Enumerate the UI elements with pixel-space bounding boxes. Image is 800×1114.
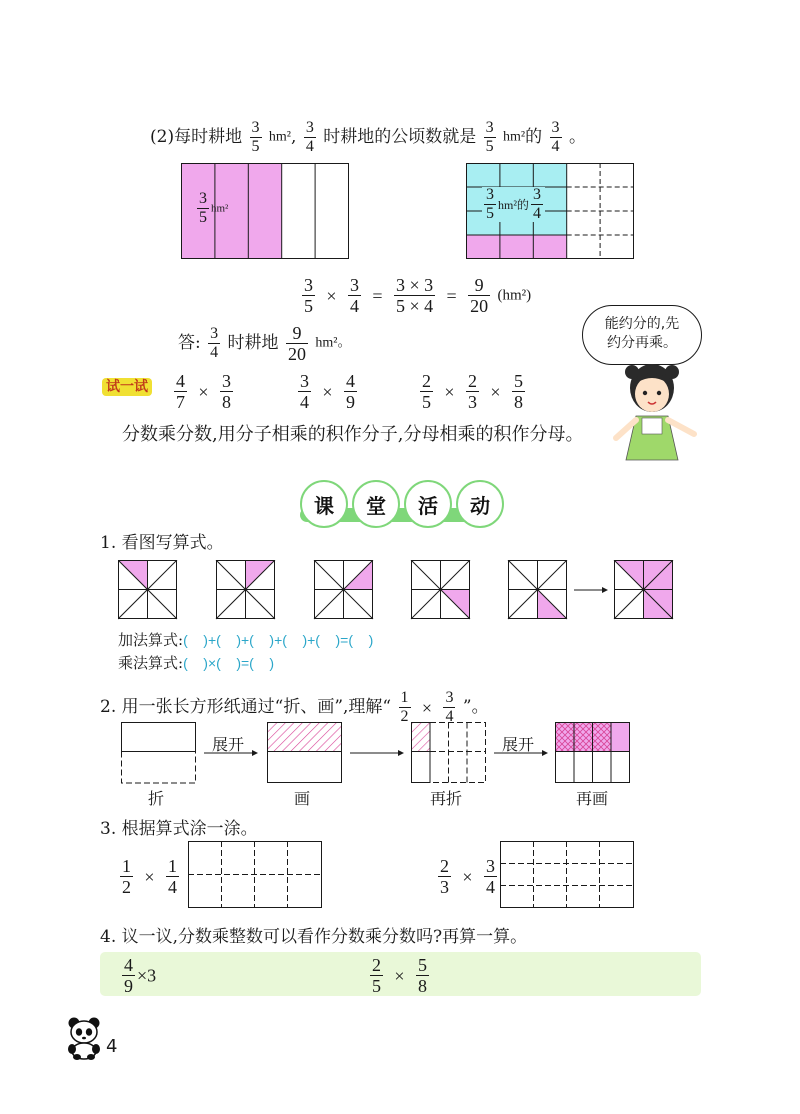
page-number: 4 [106, 1036, 118, 1057]
q3-grid-1[interactable] [188, 841, 324, 909]
try-problem-2: $\frac{3}{4}$ × $\frac{4}{9}$ [300, 371, 355, 412]
fold-step-1 [122, 723, 196, 784]
q1-mul-row [118, 652, 274, 674]
octant-square-4 [411, 560, 470, 619]
q1-title: 1. 看图写算式。 [100, 533, 224, 553]
activity-char-4: 动 [456, 480, 504, 528]
diagram-right [466, 163, 636, 263]
q2-arrow-label-2: 展开 [502, 735, 535, 754]
try-section [102, 375, 152, 398]
activity-char-3: 活 [404, 480, 452, 528]
q4-title: 4. 议一议,分数乘整数可以看作分数乘分数吗?再算一算。 [100, 927, 528, 947]
activity-char-1: 课 [300, 480, 348, 528]
q4-panel [100, 952, 701, 996]
octant-square-result [614, 560, 673, 619]
fraction: $\frac{3}{4}$ [551, 119, 560, 155]
octant-square-5 [508, 560, 567, 619]
try-problem-1: $\frac{4}{7}$ × $\frac{3}{8}$ [176, 371, 231, 412]
q1-add-row [118, 629, 373, 651]
q2-title: 2. 用一张长方形纸通过“折、画”,理解“ $\frac{1}{2}$ × $\frac{3}{4}$ ”。 [100, 689, 489, 725]
diagram-left-label: $\frac{3}{5}$ hm² [199, 190, 229, 226]
q3-expression-1: $\frac{1}{2}$ × $\frac{1}{4}$ [122, 856, 177, 897]
add-blanks[interactable]: ( )+( )+( )+( )+( )=( ) [183, 632, 374, 648]
example-2-line: (2)每时耕地 $\frac{3}{5}$ hm², $\frac{3}{4}$ 时耕地的公顷数就是 $\frac{3}{5}$ hm²的 $\frac{3}{4}$ 。 [150, 119, 586, 155]
activity-title [300, 480, 500, 526]
mul-label: 乘法算式: [118, 654, 184, 672]
q2-caption-2: 画 [294, 789, 311, 808]
speech-line-2: 约分再乘。 [607, 335, 677, 351]
activity-char-2: 堂 [352, 480, 400, 528]
q2-caption-1: 折 [148, 789, 165, 808]
rule-text: 分数乘分数,用分子相乘的积作分子,分母相乘的积作分母。 [122, 424, 584, 445]
try-problem-3: $\frac{2}{5}$ × $\frac{2}{3}$ × $\frac{5}{8}$ [422, 371, 523, 412]
try-badge: 试一试 [102, 378, 152, 396]
diagram-left [181, 163, 351, 263]
q2-arrow-label-1: 展开 [212, 735, 245, 754]
fold-step-4 [556, 723, 630, 783]
speech-line-1: 能约分的,先 [604, 316, 680, 332]
fold-step-3 [412, 723, 486, 783]
q3-grid-2[interactable] [500, 841, 636, 909]
panda-icon [64, 1014, 104, 1060]
octant-square-2 [216, 560, 275, 619]
q4-expression-1: $\frac{4}{9}$ ×3 [124, 955, 157, 996]
fraction: $\frac{3}{5}$ [251, 119, 260, 155]
q1-octant-squares [118, 560, 678, 622]
q2-caption-4: 再画 [576, 789, 609, 808]
diagram-right-label: $\frac{3}{5}$ hm²的 $\frac{3}{4}$ [482, 187, 545, 222]
example-prefix: (2)每时耕地 [150, 127, 243, 147]
answer: 答: $\frac{3}{4}$ 时耕地 $\frac{9}{20}$ hm²。 [178, 323, 352, 364]
q2-caption-3: 再折 [430, 789, 463, 808]
q3-title: 3. 根据算式涂一涂。 [100, 819, 258, 839]
q2-folding-diagram [118, 720, 638, 786]
girl-illustration [612, 360, 702, 470]
mul-blanks[interactable]: ( )×( )=( ) [183, 655, 275, 671]
fraction: $\frac{3}{4}$ [305, 119, 314, 155]
octant-square-3 [314, 560, 373, 619]
add-label: 加法算式: [118, 631, 184, 649]
fold-step-2 [268, 723, 342, 783]
octant-square-1 [118, 560, 177, 619]
equation: $\frac{3}{5}$ × $\frac{3}{4}$ = $\frac{3 \times 3}{5 \times 4}$ = $\frac{9}{20}$ (hm²) [304, 275, 532, 316]
q4-expression-2: $\frac{2}{5}$ × $\frac{5}{8}$ [372, 955, 427, 996]
speech-bubble [582, 305, 702, 365]
arrow-head [602, 587, 608, 593]
fraction: $\frac{3}{5}$ [485, 119, 494, 155]
q3-expression-2: $\frac{2}{3}$ × $\frac{3}{4}$ [440, 856, 495, 897]
